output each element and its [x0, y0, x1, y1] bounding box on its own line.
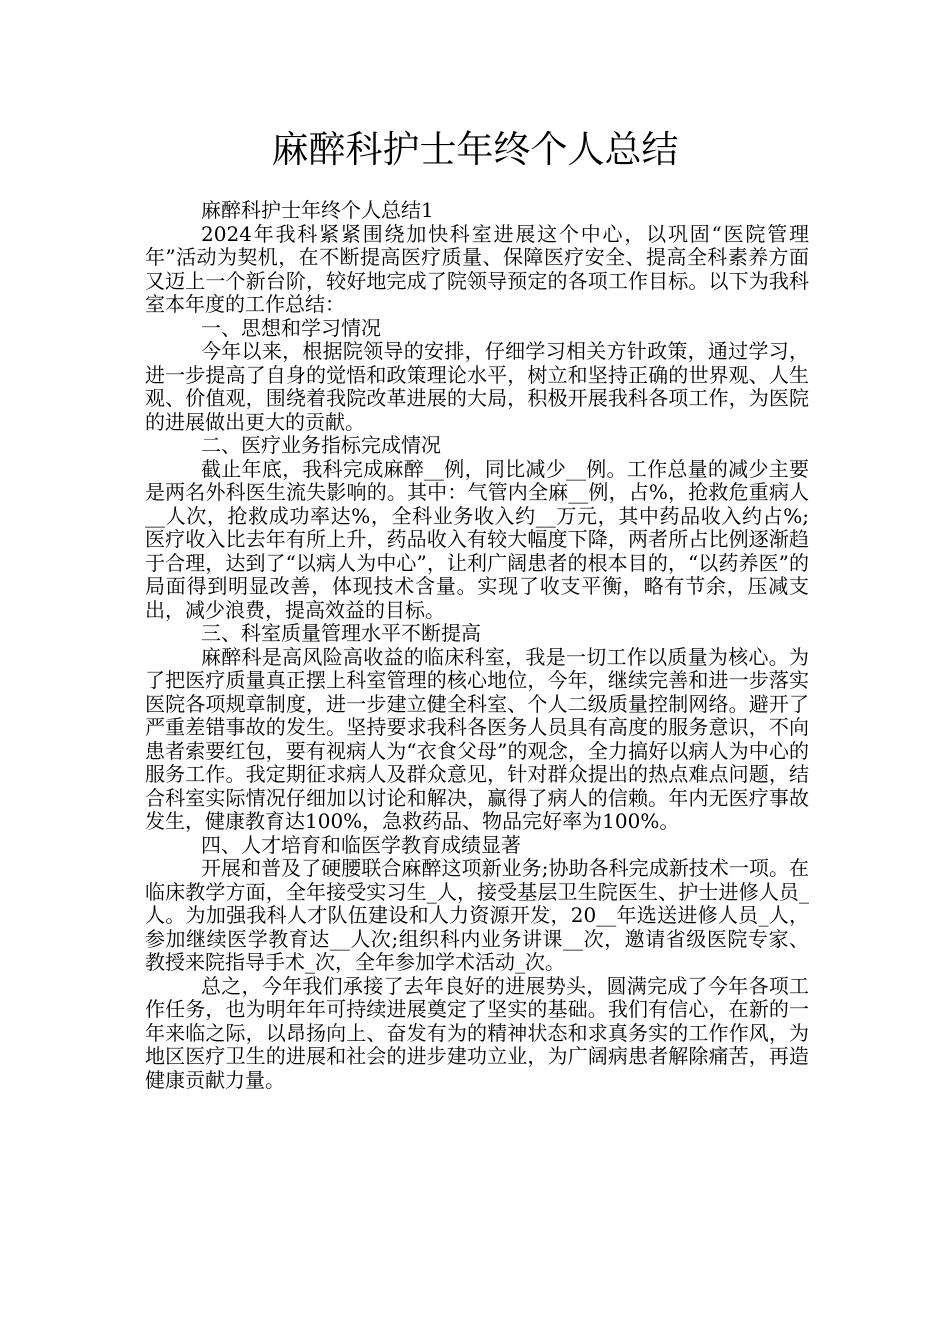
- document-body: [145, 199, 809, 1092]
- section-heading-2: 二、医疗业务指标完成情况: [201, 433, 441, 457]
- section-paragraph-3: 麻醉科是高风险高收益的临床科室，我是一切工作以质量为核心。为了把医疗质量真正摆上科室管理的核心地位，今年，继续完善和进一步落实医院各项规章制度，进一步建立健全科室、个人二级质量控制网络。避开了严重差错事故的发生。坚持要求我科各医务人员具有高度的服务意识，不向患者索要红包，要有视病人为“衣食父母”的观念，全力搞好以病人为中心的服务工作。我定期征求病人及群众意见，针对群众提出的热点难点问题，结合科室实际情况仔细加以讨论和解决，赢得了病人的信赖。年内无医疗事故发生，健康教育达100%，急救药品、物品完好率为100%。: [145, 644, 809, 833]
- section-paragraph-2: 截止年底，我科完成麻醉__例，同比减少__例。工作总量的减少主要是两名外科医生流失影响的。其中：气管内全麻__例，占%，抢救危重病人__人次，抢救成功率达%，全科业务收入约__万元，其中药品收入约占%;医疗收入比去年有所上升，药品收入有较大幅度下降，两者所占比例逐渐趋于合理，达到了“以病人为中心”，让利广阔患者的根本目的，“以药养医”的局面得到明显改善，体现技术含量。实现了收支平衡，略有节余，压减支出，减少浪费，提高效益的目标。: [145, 456, 809, 622]
- section-heading-3: 三、科室质量管理水平不断提高: [201, 621, 481, 645]
- section-heading-4: 四、人才培育和临医学教育成绩显著: [201, 832, 521, 857]
- section-paragraph-4: 开展和普及了硬腰联合麻醉这项新业务;协助各科完成新技术一项。在临床教学方面，全年接受实习生_人，接受基层卫生院医生、护士进修人员_人。为加强我科人才队伍建设和人力资源开发，20__年选送进修人员_人，参加继续医学教育达__人次;组织科内业务讲课__次，邀请省级医院专家、教授来院指导手术_次，全年参加学术活动_次。: [145, 856, 809, 974]
- document-title: 麻醉科护士年终个人总结: [271, 128, 679, 171]
- section-paragraph-1: 今年以来，根据院领导的安排，仔细学习相关方针政策，通过学习，进一步提高了自身的觉悟和政策理论水平，树立和坚持正确的世界观、人生观、价值观，围绕着我院改革进展的大局，积极开展我科各项工作，为医院的进展做出更大的贡献。: [145, 339, 809, 434]
- section-heading-1: 一、思想和学习情况: [201, 315, 381, 340]
- subtitle-paragraph: 麻醉科护士年终个人总结1: [201, 198, 434, 222]
- intro-paragraph: 2024年我科紧紧围绕加快科室进展这个中心，以巩固“医院管理年”活动为契机，在不断提高医疗质量、保障医疗安全、提高全科素养方面又迈上一个新台阶，较好地完成了院领导预定的各项工作目标。以下为我科室本年度的工作总结：: [145, 221, 809, 316]
- conclusion-paragraph: 总之，今年我们承接了去年良好的进展势头，圆满完成了今年各项工作任务，也为明年年可持续进展奠定了坚实的基础。我们有信心，在新的一年来临之际，以昂扬向上、奋发有为的精神状态和求真务实的工作作风，为地区医疗卫生的进展和社会的进步建功立业，为广阔病患者解除痛苦，再造健康贡献力量。: [145, 973, 809, 1092]
